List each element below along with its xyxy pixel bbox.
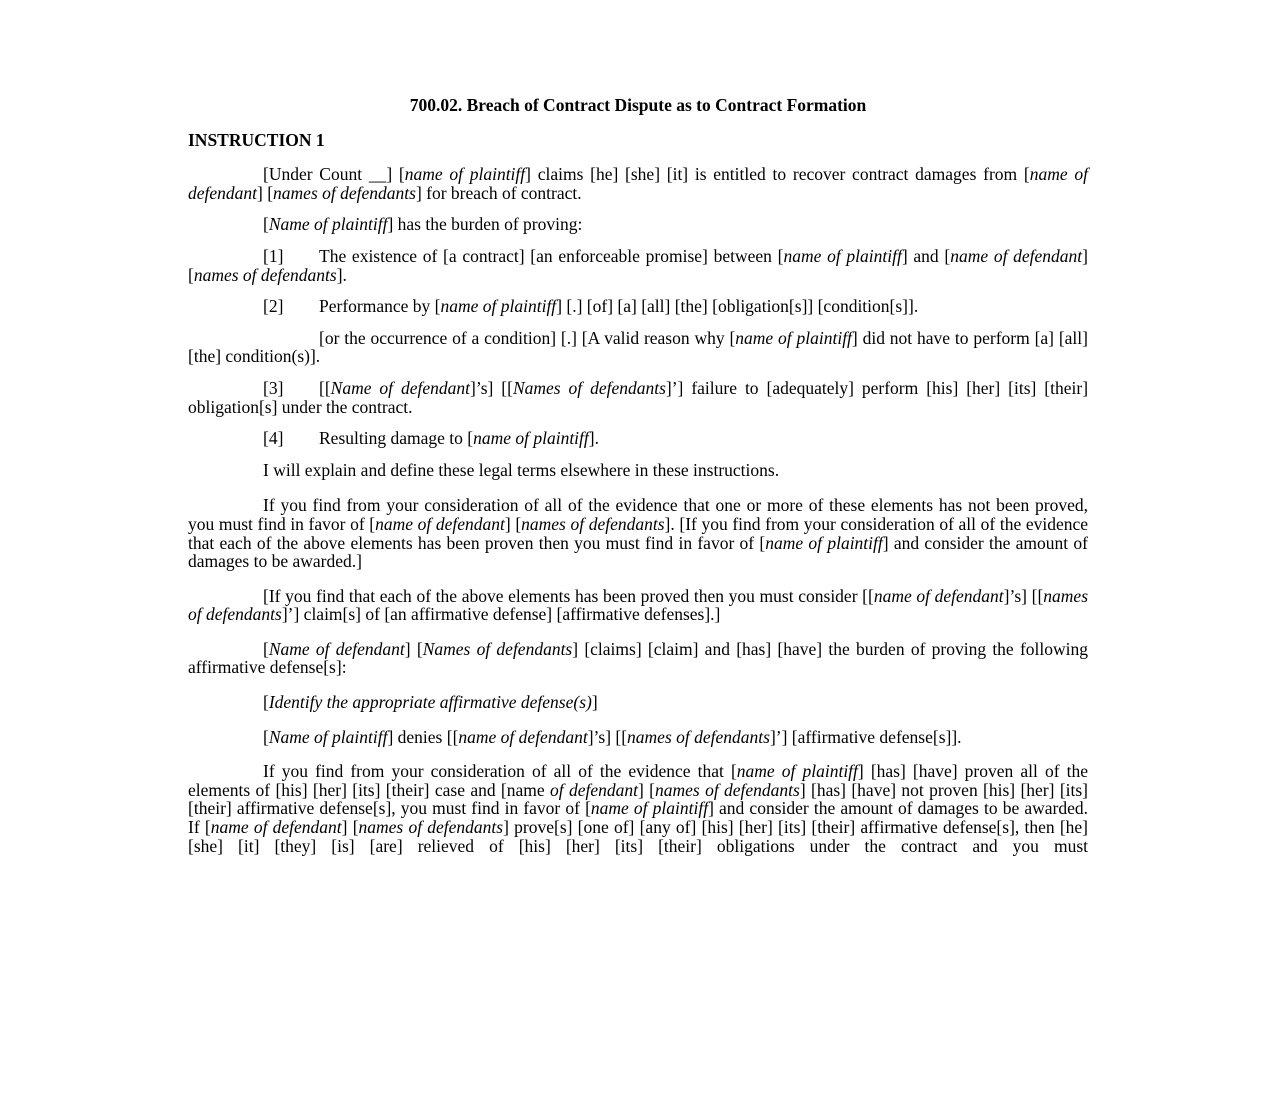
italic-placeholder: names of defendants (188, 585, 1089, 625)
element-item-2-alternative: [or the occurrence of a condition] [.] [A valid reason why [name of plaintiff] did not have to perform [a] [all] [the] condition(s)]. (188, 327, 1088, 367)
italic-placeholder: Names of defendants (422, 638, 573, 659)
element-text: The existence of [a contract] [an enforceable promise] between [name of plaintiff] and [name of defendant] [names of defendants]. (188, 245, 1088, 285)
element-text: [[Name of defendant]’s] [[Names of defendants]’] failure to [adequately] perform [his] [her] [its] [their] obligation[s] under the contract. (188, 377, 1089, 417)
italic-placeholder: name of plaintiff (440, 296, 557, 317)
instruction-heading: INSTRUCTION 1 (188, 129, 325, 150)
italic-placeholder: name of defendant (458, 726, 588, 747)
italic-placeholder: of defendant (550, 779, 638, 800)
element-item-3 (188, 379, 1088, 416)
element-number: [3] (263, 377, 284, 398)
italic-placeholder: name of plaintiff (473, 428, 589, 449)
italic-placeholder: Name of defendant (268, 638, 405, 659)
italic-placeholder: names of defendants (627, 726, 770, 747)
element-number: [1] (263, 245, 284, 266)
italic-placeholder: name of defendant (950, 245, 1083, 266)
italic-placeholder: Identify the appropriate affirmative defense(s) (268, 692, 592, 713)
italic-placeholder: name of plaintiff (765, 532, 883, 553)
italic-placeholder: Names of defendants (512, 377, 666, 398)
italic-placeholder: Name of plaintiff (268, 726, 388, 747)
italic-placeholder: names of defendants (521, 513, 665, 534)
paragraph-affirmative-consider: [If you find that each of the above elements has been proved then you must consider [[name of defendant]’s] [[names of defendants]’] claim[s] of [an affirmative defense] [affirmative defenses].] (188, 585, 1089, 625)
paragraph-definitions: I will explain and define these legal terms elsewhere in these instructions. (263, 459, 780, 480)
element-text: Resulting damage to [name of plaintiff]. (319, 428, 599, 449)
element-item-2 (188, 297, 1088, 316)
italic-placeholder: names of defendants (273, 182, 416, 203)
paragraph-identify-defense: [Identify the appropriate affirmative defense(s)] (263, 692, 598, 713)
element-item-4 (188, 429, 1088, 448)
italic-placeholder: Name of plaintiff (268, 214, 388, 235)
italic-placeholder: name of plaintiff (735, 327, 852, 348)
paragraph-final-findings: If you find from your consideration of all of the evidence that [name of plaintiff] [has] [have] proven all of the elements of [his] [her] [its] [their] case and [name of defendant] [names of defendants] [has] [have] not proven [his] [her] [its] [their] affirmative defense[s], you must find in favor of [name of plaintiff] and consider the amount of damages to be awarded. If [name of defendant] [names of defendants] prove[s] [one of] [any of] [his] [her] [its] [their] affirmative defense[s], then [he] [she] [it] [they] [is] [are] relieved of [his] [her] [its] [their] obligations under the contract and you must (188, 761, 1089, 856)
element-item-1 (188, 247, 1088, 284)
italic-placeholder: name of defendant (375, 513, 505, 534)
paragraph-defendant-burden: [Name of defendant] [Names of defendants] [claims] [claim] and [has] [have] the burden of proving the following affirmative defense[s]: (188, 638, 1088, 678)
italic-placeholder: names of defendants (358, 817, 504, 838)
italic-placeholder: name of plaintiff (736, 761, 858, 782)
italic-placeholder: name of plaintiff (590, 798, 709, 819)
document-page (188, 96, 1088, 868)
document-title: 700.02. Breach of Contract Dispute as to Contract Formation (409, 95, 867, 115)
italic-placeholder: names of defendants (655, 779, 800, 800)
element-number: [4] (263, 428, 284, 449)
italic-placeholder: Name of defendant (330, 377, 470, 398)
paragraph-findings: If you find from your consideration of all of the evidence that one or more of these elements has not been proved, you must find in favor of [name of defendant] [names of defendants]. [If you find from your consideration of all of the evidence that each of the above elements has been proven then you must find in favor of [name of plaintiff] and consider the amount of damages to be awarded.] (188, 495, 1089, 572)
paragraph-claim: [Under Count __] [name of plaintiff] claims [he] [she] [it] is entitled to recover contract damages from [name of defendant] [names of defendants] for breach of contract. (188, 164, 1088, 203)
italic-placeholder: name of plaintiff (404, 164, 526, 185)
italic-placeholder: name of defendant (873, 585, 1004, 606)
italic-placeholder: names of defendants (193, 264, 337, 285)
element-text: Performance by [name of plaintiff] [.] [of] [a] [all] [the] [obligation[s]] [condition[s]]. (319, 296, 919, 317)
italic-placeholder: name of defendant (210, 817, 342, 838)
element-number: [2] (263, 296, 284, 317)
paragraph-plaintiff-denies: [Name of plaintiff] denies [[name of defendant]’s] [[names of defendants]’] [affirmative defense[s]]. (263, 726, 962, 747)
paragraph-burden: [Name of plaintiff] has the burden of proving: (263, 214, 583, 235)
italic-placeholder: name of defendant (188, 164, 1088, 203)
italic-placeholder: name of plaintiff (783, 245, 902, 266)
